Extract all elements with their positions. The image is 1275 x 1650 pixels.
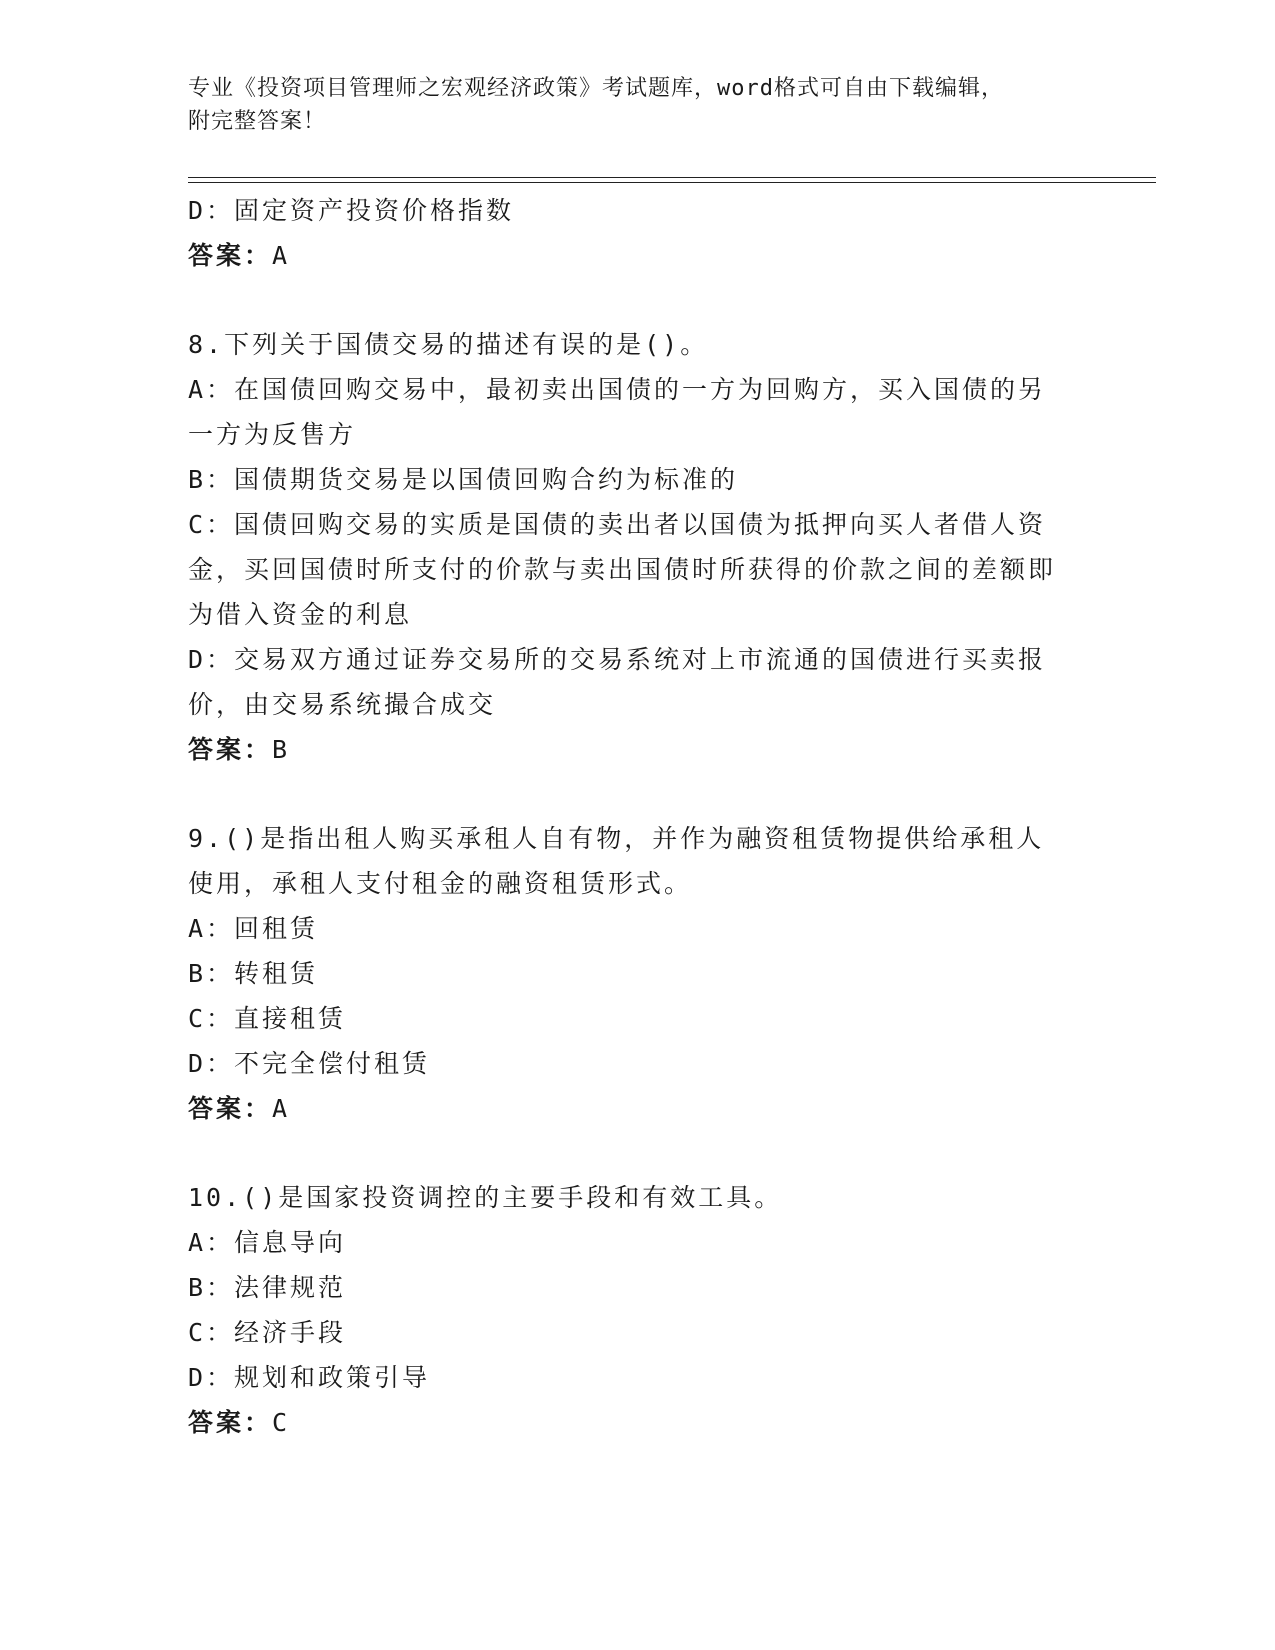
header-divider-bottom [188, 182, 1156, 183]
header-divider-top [188, 177, 1156, 178]
option-d: D：不完全偿付租赁 [188, 1049, 431, 1078]
option-a: A：信息导向 [188, 1228, 347, 1257]
question-stem: 9.()是指出租人购买承租人自有物，并作为融资租赁物提供给承租人使用，承租人支付租金的融资租赁形式。 [188, 824, 1045, 898]
answer-line [188, 1400, 1068, 1445]
answer-line [188, 233, 1068, 278]
header-line-1: 专业《投资项目管理师之宏观经济政策》考试题库，word格式可自由下载编辑， [188, 76, 1004, 101]
option-c: C：经济手段 [188, 1318, 347, 1347]
option-d: D：规划和政策引导 [188, 1363, 431, 1392]
previous-question-tail [188, 188, 1068, 278]
document-header [188, 72, 1068, 138]
answer-value: B [272, 735, 291, 764]
question-8 [188, 322, 1068, 772]
option-d: D：交易双方通过证券交易所的交易系统对上市流通的国债进行买卖报价，由交易系统撮合成交 [188, 645, 1047, 719]
answer-value: A [272, 1094, 291, 1123]
spacer [188, 278, 1068, 322]
spacer [188, 772, 1068, 816]
answer-label: 答案： [188, 241, 273, 270]
question-10 [188, 1175, 1068, 1445]
answer-label: 答案： [188, 1408, 273, 1437]
answer-label: 答案： [188, 735, 273, 764]
answer-label: 答案： [188, 1094, 273, 1123]
option-d: D：固定资产投资价格指数 [188, 196, 515, 225]
option-b: B：转租赁 [188, 959, 319, 988]
option-b: B：国债期货交易是以国债回购合约为标准的 [188, 465, 739, 494]
answer-line [188, 1086, 1068, 1131]
header-line-2: 附完整答案！ [188, 109, 327, 134]
answer-value: C [272, 1408, 291, 1437]
answer-line [188, 727, 1068, 772]
question-content [188, 188, 1068, 1445]
option-c: C：直接租赁 [188, 1004, 347, 1033]
option-c: C：国债回购交易的实质是国债的卖出者以国债为抵押向买人者借人资金，买回国债时所支付的价款与卖出国债时所获得的价款之间的差额即为借入资金的利息 [188, 510, 1057, 629]
option-b: B：法律规范 [188, 1273, 347, 1302]
question-9 [188, 816, 1068, 1131]
spacer [188, 1131, 1068, 1175]
question-stem: 8.下列关于国债交易的描述有误的是()。 [188, 330, 709, 359]
option-a: A：在国债回购交易中，最初卖出国债的一方为回购方，买入国债的另一方为反售方 [188, 375, 1047, 449]
answer-value: A [272, 241, 291, 270]
option-a: A：回租赁 [188, 914, 319, 943]
question-stem: 10.()是国家投资调控的主要手段和有效工具。 [188, 1183, 783, 1212]
